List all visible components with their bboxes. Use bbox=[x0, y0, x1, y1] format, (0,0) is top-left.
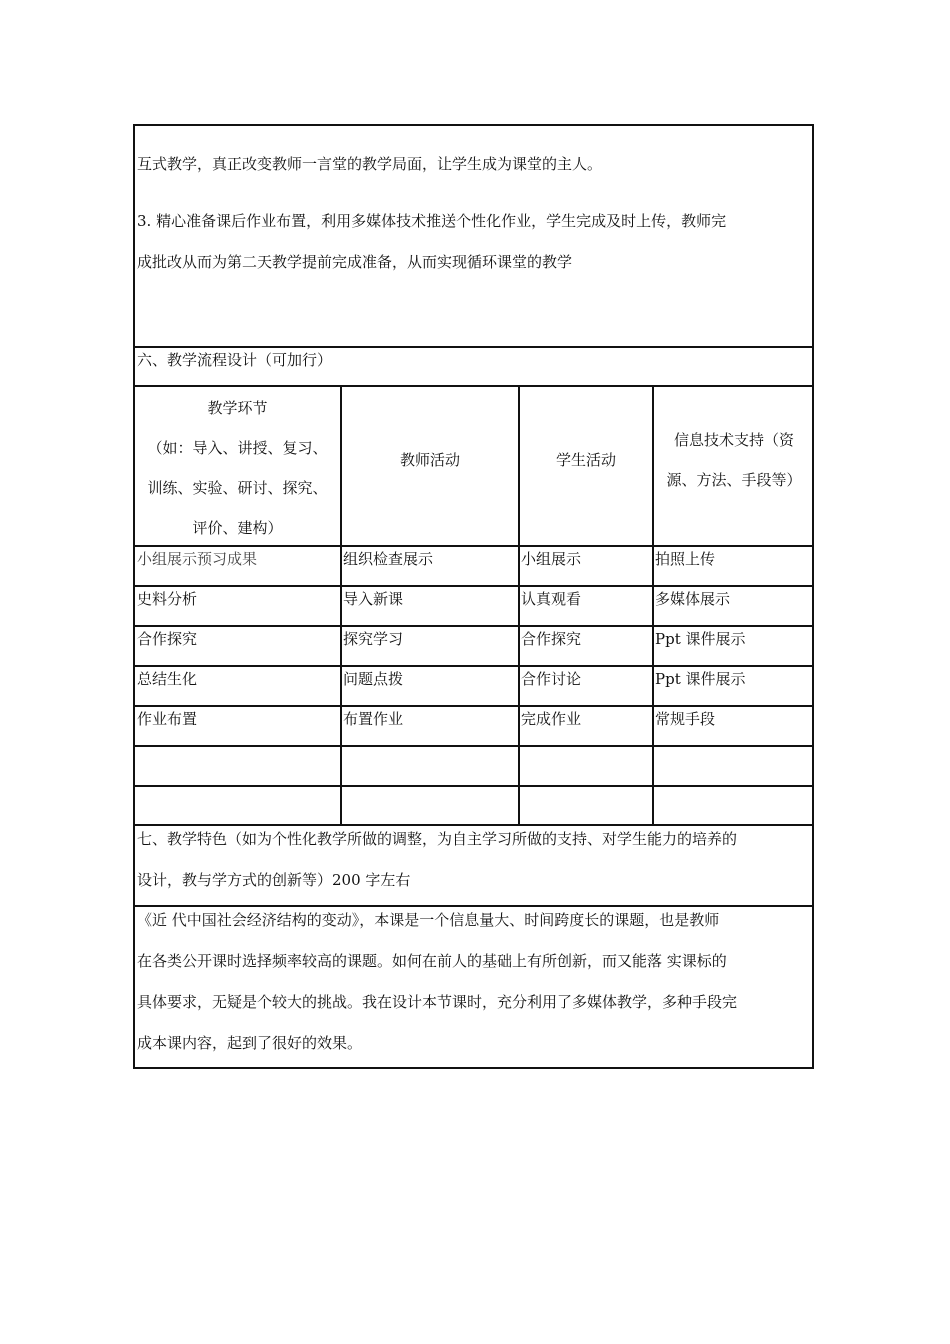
divider bbox=[135, 745, 812, 747]
section-7-body-line: 《近 代中国社会经济结构的变动》，本课是一个信息量大、时间跨度长的课题，也是教师 bbox=[137, 911, 720, 929]
header-stage-line: 训练、实验、研讨、探究、 bbox=[147, 479, 328, 497]
section-7-title-line-1: 七、教学特色（如为个性化教学所做的调整，为自主学习所做的支持、对学生能力的培养的 bbox=[137, 830, 738, 848]
divider bbox=[135, 665, 812, 667]
table-cell: 总结生化 bbox=[137, 670, 198, 688]
divider bbox=[135, 824, 812, 826]
header-stage-line: 教学环节 bbox=[207, 399, 268, 417]
divider bbox=[135, 385, 812, 387]
table-cell: 导入新课 bbox=[343, 590, 404, 608]
table-cell: 多媒体展示 bbox=[655, 590, 731, 608]
table-cell: 小组展示预习成果 bbox=[137, 550, 258, 568]
document-table-frame bbox=[133, 124, 814, 1069]
intro-line-1: 互式教学，真正改变教师一言堂的教学局面，让学生成为课堂的主人。 bbox=[137, 155, 603, 173]
header-student-activity: 学生活动 bbox=[555, 451, 616, 469]
table-cell: 小组展示 bbox=[521, 550, 582, 568]
table-cell: 合作探究 bbox=[521, 630, 582, 648]
table-cell: 史料分析 bbox=[137, 590, 198, 608]
header-stage-line: （如：导入、讲授、复习、 bbox=[147, 439, 328, 457]
divider bbox=[135, 705, 812, 707]
table-cell: 组织检查展示 bbox=[343, 550, 434, 568]
header-stage bbox=[135, 388, 340, 548]
divider bbox=[135, 625, 812, 627]
table-cell: 合作讨论 bbox=[521, 670, 582, 688]
table-cell: 认真观看 bbox=[521, 590, 582, 608]
divider bbox=[135, 585, 812, 587]
table-cell: 合作探究 bbox=[137, 630, 198, 648]
divider bbox=[135, 545, 812, 547]
divider bbox=[135, 346, 812, 348]
table-cell: 布置作业 bbox=[343, 710, 404, 728]
section-7-title-line-2: 设计，教与学方式的创新等）200 字左右 bbox=[137, 871, 411, 889]
intro-item-3-line-2: 成批改从而为第二天教学提前完成准备，从而实现循环课堂的教学 bbox=[137, 253, 573, 271]
header-teacher-activity: 教师活动 bbox=[399, 451, 460, 469]
section-7-body-line: 在各类公开课时选择频率较高的课题。如何在前人的基础上有所创新，而又能落 实课标的 bbox=[137, 952, 727, 970]
table-cell: 问题点拨 bbox=[343, 670, 404, 688]
table-cell: 常规手段 bbox=[655, 710, 716, 728]
section-6-title: 六、教学流程设计（可加行） bbox=[137, 351, 333, 369]
section-7-body-line: 成本课内容，起到了很好的效果。 bbox=[137, 1034, 363, 1052]
section-7-body-line: 具体要求，无疑是个较大的挑战。我在设计本节课时，充分利用了多媒体教学，多种手段完 bbox=[137, 993, 738, 1011]
table-cell: 作业布置 bbox=[137, 710, 198, 728]
table-cell: 拍照上传 bbox=[655, 550, 716, 568]
table-cell: Ppt 课件展示 bbox=[655, 670, 746, 688]
table-cell: 完成作业 bbox=[521, 710, 582, 728]
header-it-support bbox=[654, 420, 814, 500]
intro-item-3-line-1: 3. 精心准备课后作业布置，利用多媒体技术推送个性化作业，学生完成及时上传，教师完 bbox=[137, 212, 727, 230]
divider bbox=[135, 785, 812, 787]
table-cell: Ppt 课件展示 bbox=[655, 630, 746, 648]
table-cell: 探究学习 bbox=[343, 630, 404, 648]
header-it-support-line: 源、方法、手段等） bbox=[666, 471, 802, 489]
header-stage-line: 评价、建构） bbox=[192, 519, 283, 537]
divider bbox=[135, 905, 812, 907]
header-it-support-line: 信息技术支持（资 bbox=[673, 431, 794, 449]
